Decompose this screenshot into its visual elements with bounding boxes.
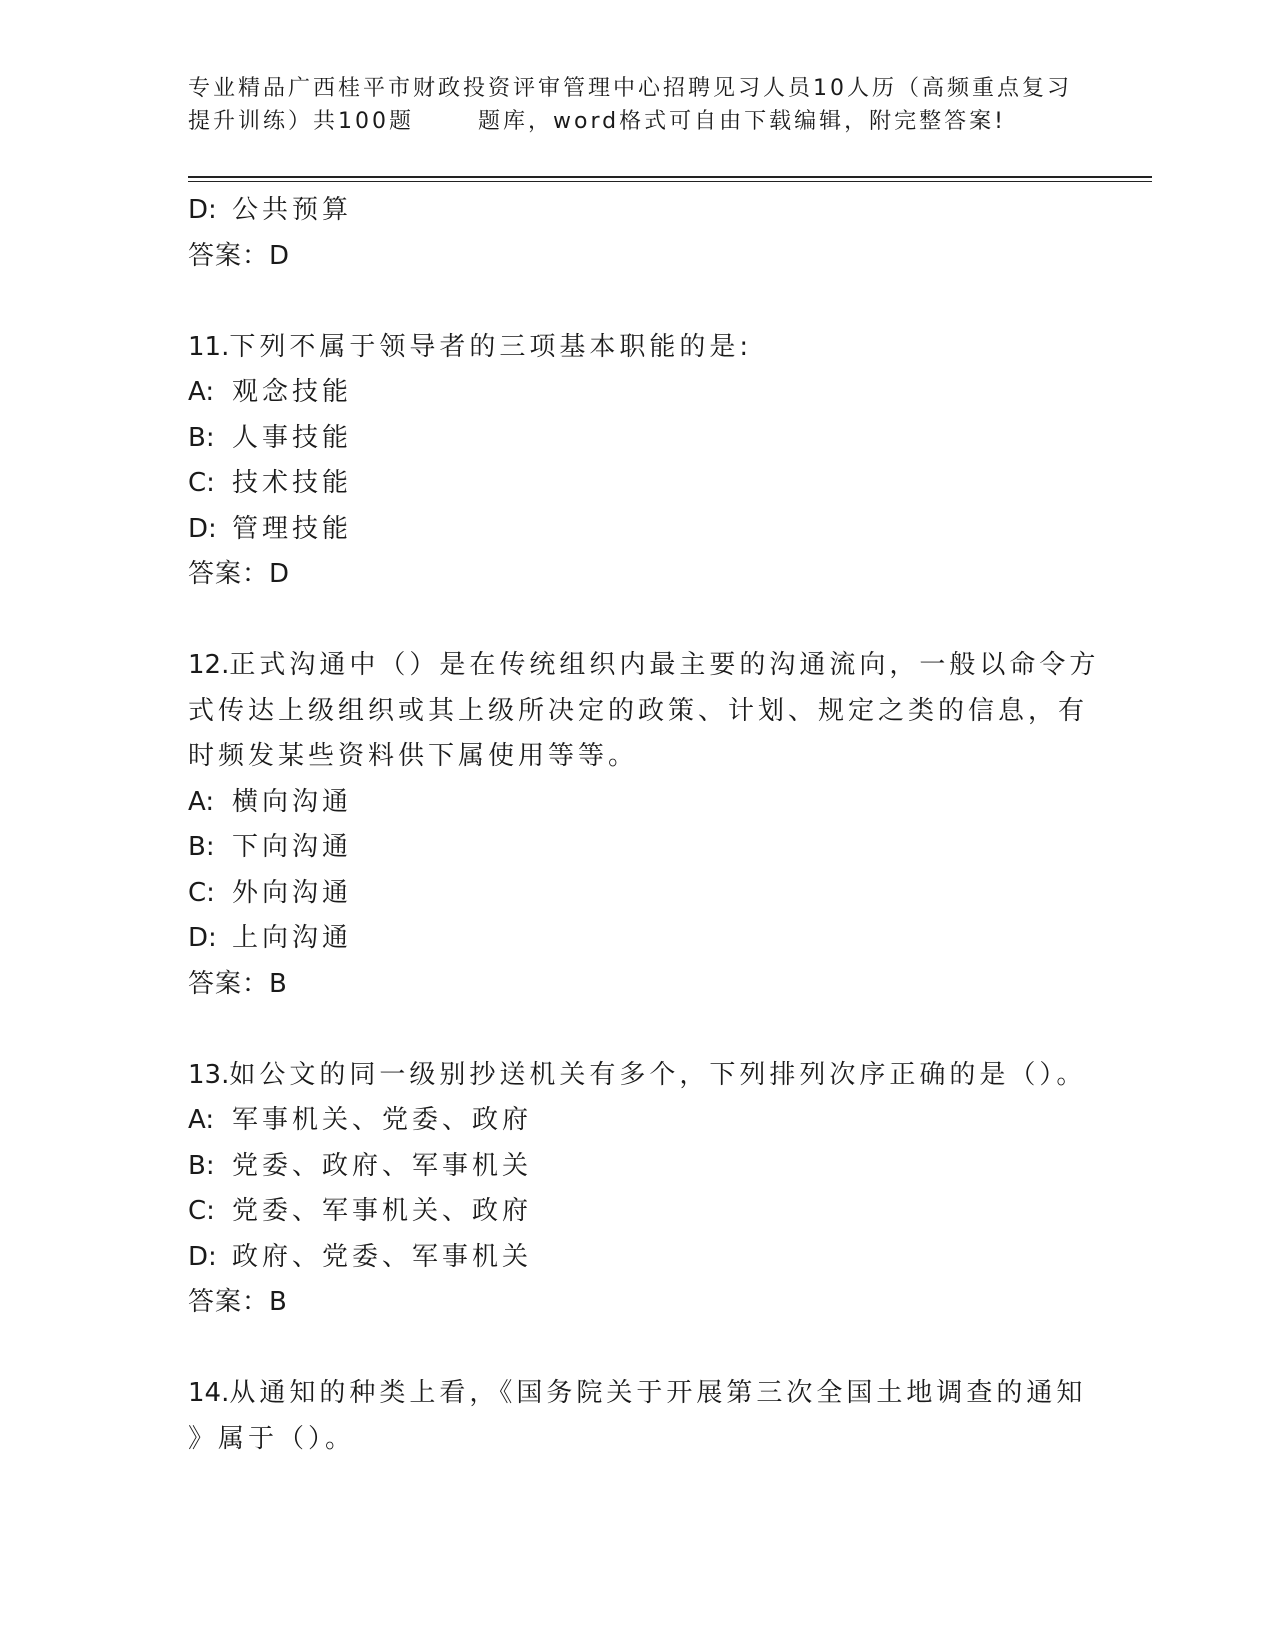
header-line-2-part-b: 题库，word格式可自由下载编辑，附完整答案! <box>478 109 1006 134</box>
question-number: 11. <box>188 331 230 362</box>
question-13 <box>188 1053 1088 1326</box>
question-number: 14. <box>188 1378 230 1408</box>
option-d <box>188 188 1088 234</box>
question-12 <box>188 643 1100 1007</box>
question-number: 12. <box>188 650 230 680</box>
option-label: D: <box>188 195 217 225</box>
header-line-2 <box>188 105 1088 138</box>
option-text: 人事技能 <box>232 422 353 453</box>
option-label: D: <box>188 513 217 544</box>
option-label: A: <box>188 786 215 817</box>
option-label: D: <box>188 1241 217 1272</box>
option-text: 下向沟通 <box>232 832 353 862</box>
option-label: C: <box>188 877 215 908</box>
question-11 <box>188 325 1088 598</box>
question-text: 14.从通知的种类上看，《国务院关于开展第三次全国土地调查的通知 <box>188 1378 1087 1408</box>
option-text: 外向沟通 <box>232 877 353 908</box>
option-text: 公共预算 <box>232 195 353 225</box>
option-a <box>188 1098 1088 1144</box>
option-d <box>188 1235 1088 1281</box>
page-header <box>188 72 1088 138</box>
option-c <box>188 1189 1088 1235</box>
header-line-1: 专业精品广西桂平市财政投资评审管理中心招聘见习人员10人历（高频重点复习 <box>188 76 1072 101</box>
question-text-cont: 》属于（）。 <box>188 1423 356 1454</box>
question-14 <box>188 1371 1088 1462</box>
option-label: C: <box>188 1196 215 1226</box>
option-c <box>188 461 1088 507</box>
header-line-2-part-a: 提升训练）共100题 <box>188 109 414 134</box>
option-text: 横向沟通 <box>232 786 353 817</box>
answer-line: 答案：B <box>188 968 288 999</box>
option-b <box>188 825 1088 871</box>
answer-line: 答案：D <box>188 240 291 271</box>
question-text: 11.下列不属于领导者的三项基本职能的是: <box>188 331 753 362</box>
option-a <box>188 780 1088 826</box>
question-list <box>188 188 1100 1462</box>
option-text: 政府、党委、军事机关 <box>232 1241 533 1272</box>
option-label: B: <box>188 422 215 453</box>
option-text: 观念技能 <box>232 377 353 407</box>
question-text-cont: 时频发某些资料供下属使用等等。 <box>188 741 639 771</box>
question-number: 13. <box>188 1059 230 1090</box>
option-b <box>188 1144 1088 1190</box>
option-label: A: <box>188 1105 215 1135</box>
option-label: D: <box>188 923 217 953</box>
option-label: A: <box>188 377 215 407</box>
option-text: 管理技能 <box>232 513 353 544</box>
option-c <box>188 871 1088 917</box>
option-d <box>188 916 1088 962</box>
option-label: B: <box>188 832 215 862</box>
option-b <box>188 416 1088 462</box>
header-rule-thin <box>188 181 1152 182</box>
option-text: 上向沟通 <box>232 923 353 953</box>
option-text: 党委、军事机关、政府 <box>232 1196 533 1226</box>
option-a <box>188 370 1088 416</box>
question-text-cont: 式传达上级组织或其上级所决定的政策、计划、规定之类的信息，有 <box>188 695 1089 726</box>
answer-line: 答案：B <box>188 1287 288 1317</box>
answer-line: 答案：D <box>188 559 291 589</box>
option-text: 军事机关、党委、政府 <box>232 1105 533 1135</box>
header-rule-thick <box>188 176 1152 178</box>
option-label: B: <box>188 1150 215 1181</box>
option-text: 技术技能 <box>232 468 353 498</box>
question-text: 13.如公文的同一级别抄送机关有多个，下列排列次序正确的是（）。 <box>188 1059 1087 1090</box>
question-text: 12.正式沟通中（）是在传统组织内最主要的沟通流向，一般以命令方 <box>188 650 1100 680</box>
option-label: C: <box>188 468 215 498</box>
option-text: 党委、政府、军事机关 <box>232 1150 533 1181</box>
option-d <box>188 507 1088 553</box>
